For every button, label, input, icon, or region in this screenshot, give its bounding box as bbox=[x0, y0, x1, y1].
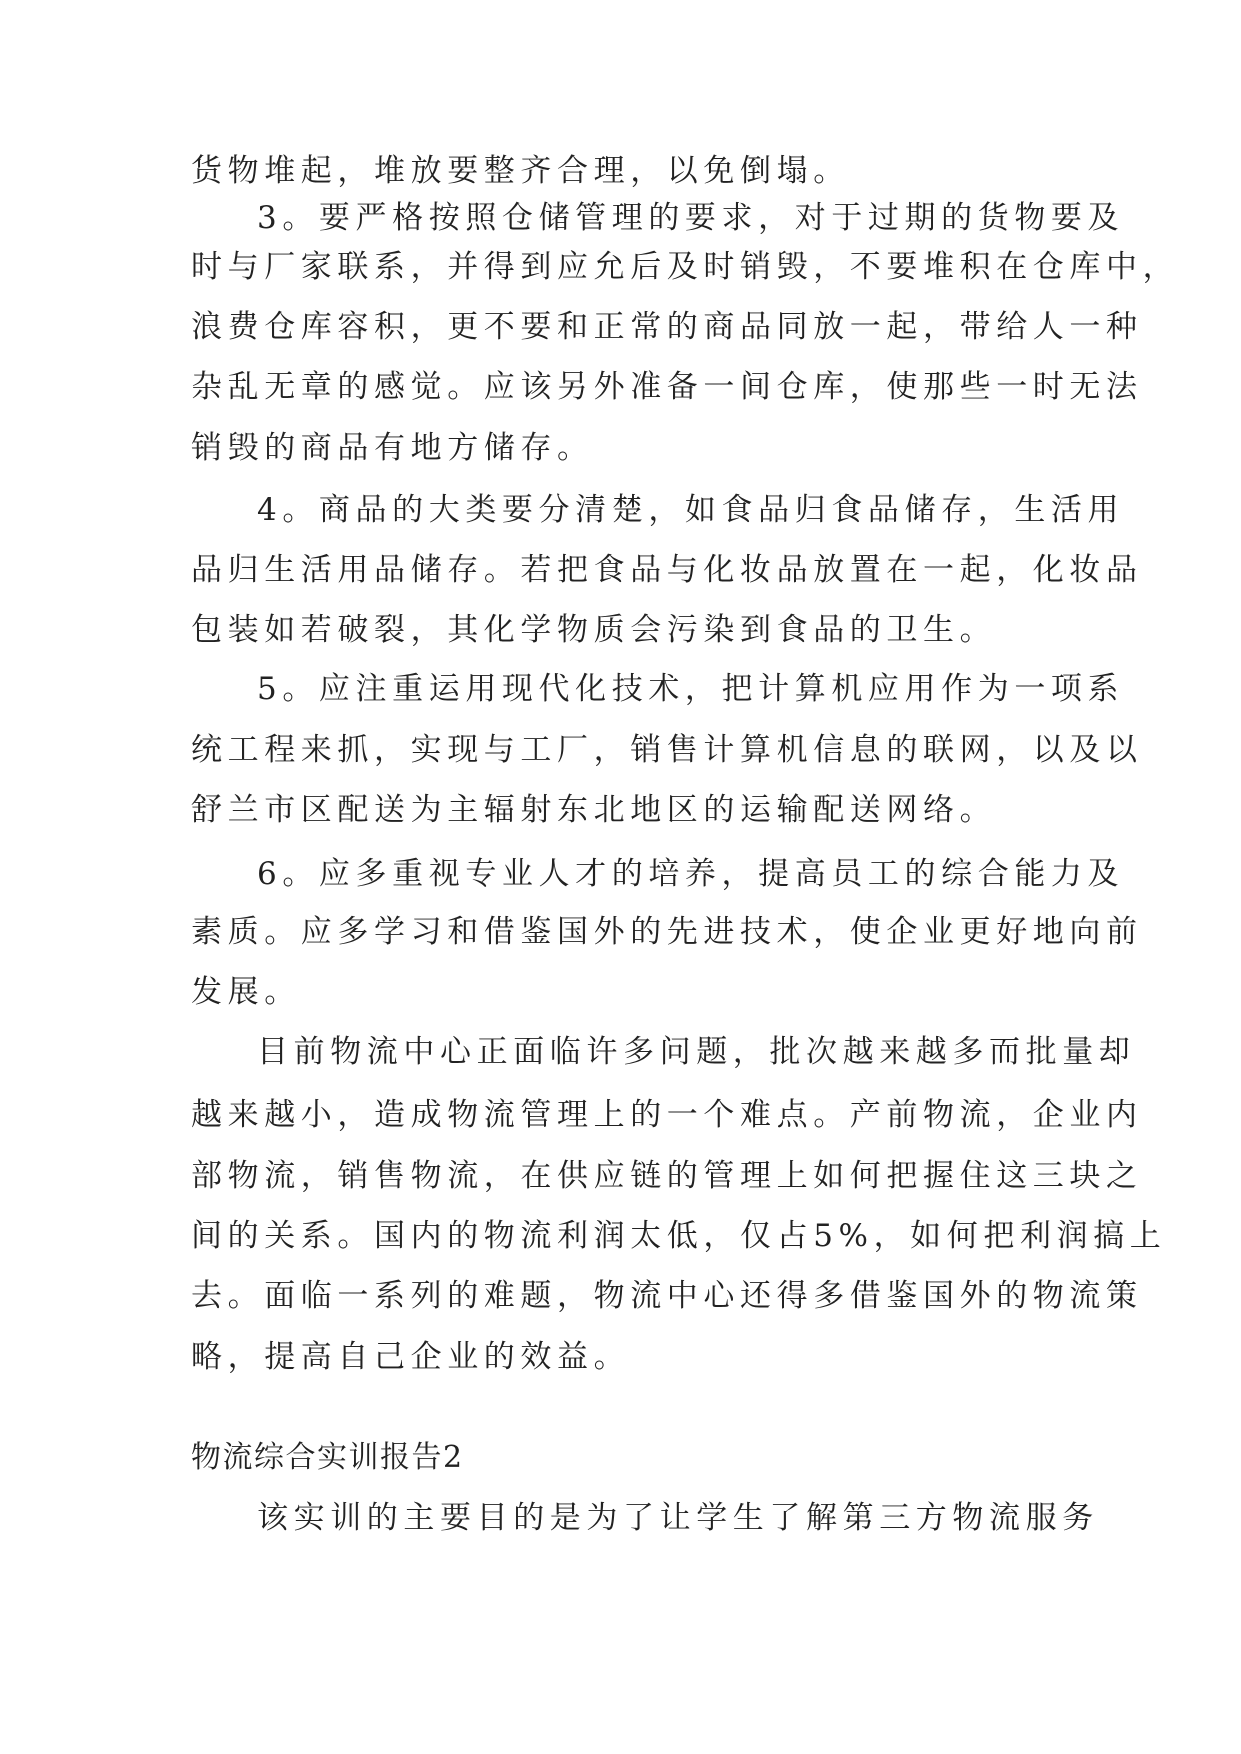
text-line: 时与厂家联系，并得到应允后及时销毁，不要堆积在仓库中， bbox=[191, 249, 1180, 285]
text-line: 浪费仓库容积，更不要和正常的商品同放一起，带给人一种 bbox=[191, 309, 1143, 345]
text-line: 5。应注重运用现代化技术，把计算机应用作为一项系 bbox=[257, 671, 1125, 707]
text-line: 统工程来抓，实现与工厂，销售计算机信息的联网，以及以 bbox=[191, 732, 1143, 768]
text-line: 略，提高自己企业的效益。 bbox=[191, 1339, 631, 1375]
text-line: 越来越小，造成物流管理上的一个难点。产前物流，企业内 bbox=[191, 1097, 1143, 1133]
text-line: 包装如若破裂，其化学物质会污染到食品的卫生。 bbox=[191, 612, 997, 648]
text-line: 销毁的商品有地方储存。 bbox=[191, 430, 594, 466]
section-title: 物流综合实训报告2 bbox=[191, 1440, 464, 1475]
text-line: 品归生活用品储存。若把食品与化妆品放置在一起，化妆品 bbox=[191, 552, 1143, 588]
text-line: 3。要严格按照仓储管理的要求，对于过期的货物要及 bbox=[257, 200, 1125, 236]
text-line: 杂乱无章的感觉。应该另外准备一间仓库，使那些一时无法 bbox=[191, 369, 1143, 405]
text-line: 发展。 bbox=[191, 974, 301, 1010]
text-line: 素质。应多学习和借鉴国外的先进技术，使企业更好地向前 bbox=[191, 914, 1143, 950]
text-line: 去。面临一系列的难题，物流中心还得多借鉴国外的物流策 bbox=[191, 1278, 1143, 1314]
text-line: 间的关系。国内的物流利润太低，仅占5%，如何把利润搞上 bbox=[191, 1218, 1167, 1254]
text-line: 舒兰市区配送为主辐射东北地区的运输配送网络。 bbox=[191, 792, 997, 828]
text-line: 6。应多重视专业人才的培养，提高员工的综合能力及 bbox=[257, 856, 1125, 892]
text-line: 目前物流中心正面临许多问题，批次越来越多而批量却 bbox=[257, 1034, 1136, 1070]
text-line: 货物堆起，堆放要整齐合理，以免倒塌。 bbox=[191, 153, 850, 189]
text-line: 4。商品的大类要分清楚，如食品归食品储存，生活用 bbox=[257, 492, 1125, 528]
text-line: 部物流，销售物流，在供应链的管理上如何把握住这三块之 bbox=[191, 1158, 1143, 1194]
text-line: 该实训的主要目的是为了让学生了解第三方物流服务 bbox=[257, 1500, 1099, 1536]
